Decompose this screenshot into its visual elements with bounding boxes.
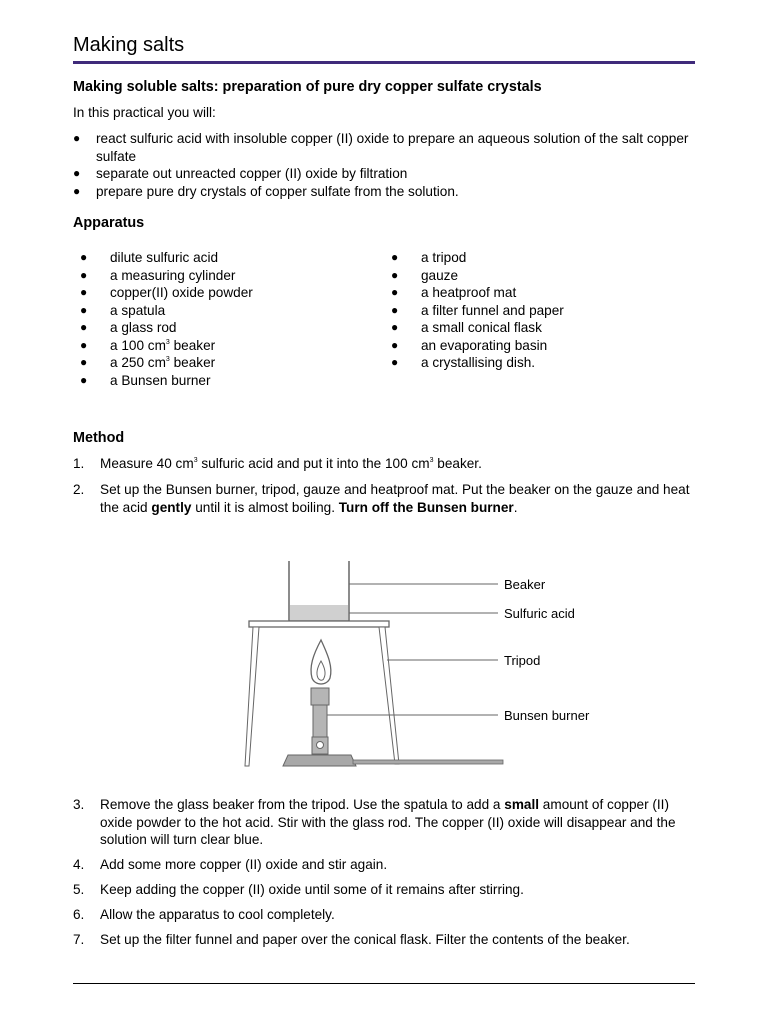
bullet-icon: ●: [80, 267, 88, 282]
bullet-icon: ●: [80, 355, 88, 369]
list-item: ● a filter funnel and paper: [391, 302, 564, 318]
bullet-icon: ●: [80, 285, 88, 299]
bullet-icon: ●: [80, 320, 88, 334]
apparatus-diagram: [243, 557, 590, 772]
gauze-shape: [249, 621, 389, 627]
bullet-icon: ●: [391, 302, 399, 317]
bullet-icon: ●: [80, 250, 88, 264]
list-item: ● copper(II) oxide powder: [80, 285, 253, 300]
bullet-icon: ●: [73, 131, 81, 145]
list-item: ● a tripod: [391, 250, 467, 265]
list-item: ● a crystallising dish.: [391, 355, 536, 370]
list-item: ● gauze: [391, 267, 459, 283]
header-divider: [73, 61, 695, 64]
footer-divider: [73, 983, 695, 984]
method-step-1: 1. Measure 40 $cm^3$ sulfuric acid and put it into the 100 $cm^3$ beaker.: [73, 456, 482, 471]
apparatus-heading: Apparatus: [73, 215, 145, 231]
method-heading: Method: [73, 430, 125, 446]
list-item: ● separate out unreacted copper (II) oxide by filtration: [73, 166, 408, 181]
list-item: ● a heatproof mat: [391, 285, 517, 300]
list-item: ● a small conical flask: [391, 320, 542, 335]
bullet-icon: ●: [391, 337, 399, 352]
bullet-icon: ●: [80, 337, 88, 352]
list-item: ● a Bunsen burner: [80, 372, 211, 388]
bullet-icon: ●: [391, 355, 399, 369]
list-item: ● react sulfuric acid with insoluble copper (II) oxide to prepare an aqueous solution of the salt copper sulfate: [73, 131, 689, 164]
label-tripod: Tripod: [504, 653, 541, 668]
list-item: ● a 250 $cm^3$ beaker: [80, 355, 216, 370]
list-item: ● an evaporating basin: [391, 337, 548, 353]
list-item: ● a 100 $cm^3$ beaker: [80, 337, 216, 353]
method-step-2: 2. Set up the Bunsen burner, tripod, gauze and heatproof mat. Put the beaker on the gauze and heat the acid gently until it is almost boiling. Turn off the Bunsen burner.: [73, 482, 690, 515]
method-step-7: 7. Set up the filter funnel and paper over the conical flask. Filter the contents of the beaker.: [73, 932, 630, 947]
bullet-icon: ●: [391, 267, 399, 282]
method-step-3: 3. Remove the glass beaker from the tripod. Use the spatula to add a small amount of copper (II) oxide powder to the hot acid. Stir with the glass rod. The copper (II) oxide will disappear and the solution will turn clear blue.: [73, 797, 676, 847]
bullet-icon: ●: [80, 372, 88, 387]
flame-icon: [311, 640, 331, 684]
list-item: ● prepare pure dry crystals of copper sulfate from the solution.: [73, 183, 459, 199]
method-step-6: 6. Allow the apparatus to cool completely.: [73, 907, 335, 922]
bullet-icon: ●: [80, 302, 88, 317]
method-step-5: 5. Keep adding the copper (II) oxide until some of it remains after stirring.: [73, 882, 524, 897]
bullet-icon: ●: [391, 320, 399, 334]
practical-heading: Making soluble salts: preparation of pure dry copper sulfate crystals: [73, 79, 542, 95]
bullet-icon: ●: [73, 183, 81, 198]
page-title: Making salts: [73, 34, 185, 56]
list-item: ● a spatula: [80, 302, 166, 318]
list-item: ● dilute sulfuric acid: [80, 250, 219, 265]
label-sulfuric-acid: Sulfuric acid: [504, 606, 575, 621]
bullet-icon: ●: [391, 250, 399, 264]
label-beaker: Beaker: [504, 577, 546, 592]
list-item: ● a glass rod: [80, 320, 177, 335]
beaker-shape: [289, 561, 349, 621]
bullet-icon: ●: [391, 285, 399, 299]
aims-list: [73, 130, 695, 200]
bullet-icon: ●: [73, 166, 81, 180]
label-bunsen-burner: Bunsen burner: [504, 708, 590, 723]
intro-text: In this practical you will:: [73, 105, 216, 120]
list-item: ● a measuring cylinder: [80, 267, 236, 283]
apparatus-list-right: [391, 249, 691, 372]
method-step-4: 4. Add some more copper (II) oxide and stir again.: [73, 857, 388, 872]
apparatus-list-left: [80, 249, 370, 389]
